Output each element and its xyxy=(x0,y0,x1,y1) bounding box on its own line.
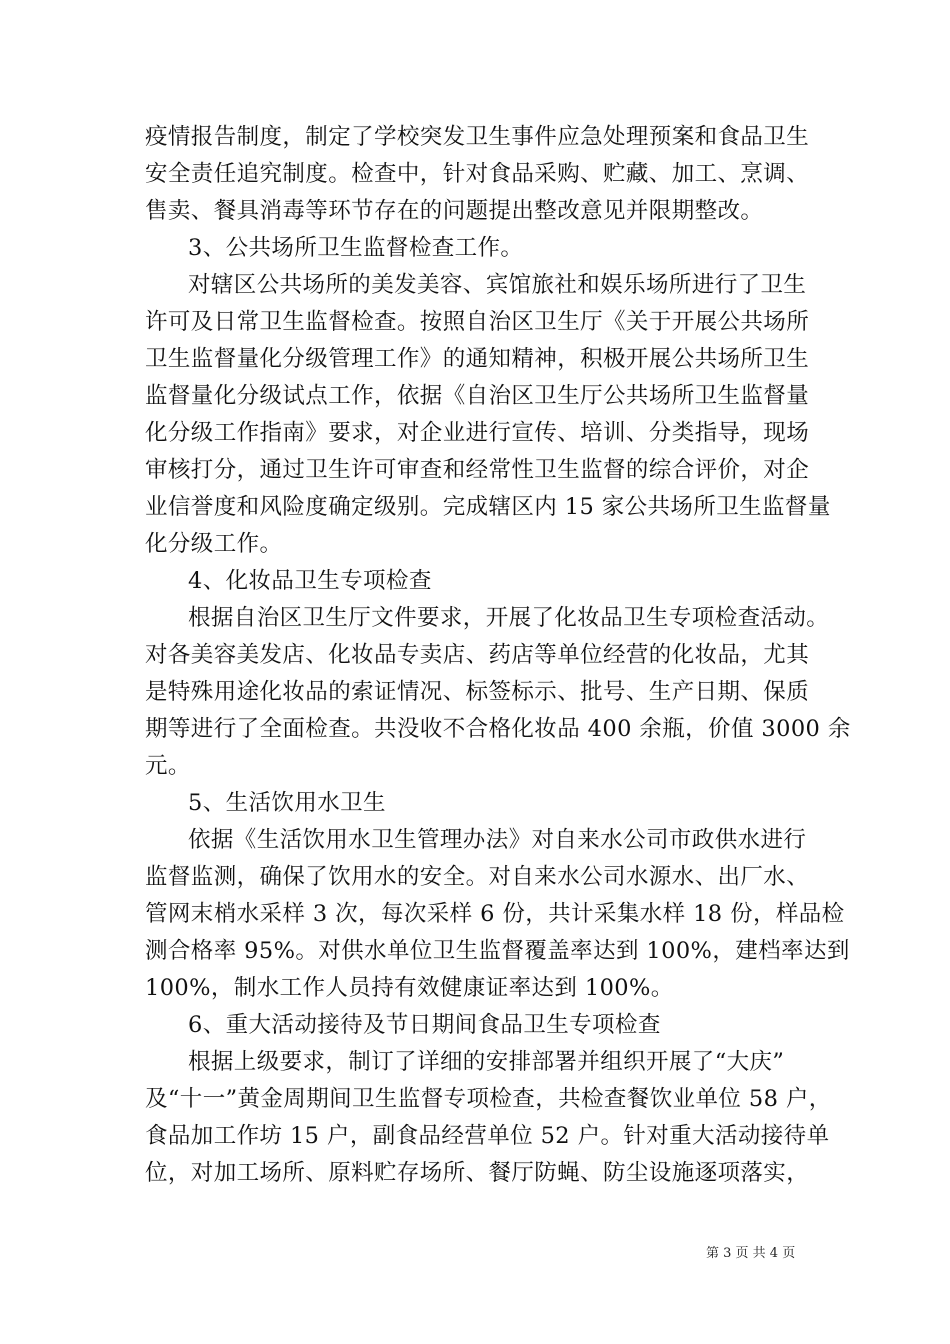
body-text-line: 是特殊用途化妆品的索证情况、标签标示、批号、生产日期、保质 xyxy=(145,679,810,705)
section-heading-6: 6、重大活动接待及节日期间食品卫生专项检查 xyxy=(188,1012,661,1038)
body-text-line: 对各美容美发店、化妆品专卖店、药店等单位经营的化妆品，尤其 xyxy=(145,642,810,668)
body-text-line: 监督量化分级试点工作，依据《自治区卫生厅公共场所卫生监督量 xyxy=(145,383,810,409)
page-number-footer: 第 3 页 共 4 页 xyxy=(706,1246,796,1261)
section-heading-3: 3、公共场所卫生监督检查工作。 xyxy=(188,235,524,261)
body-text-line: 化分级工作。 xyxy=(145,531,283,557)
body-text-line: 监督监测，确保了饮用水的安全。对自来水公司水源水、出厂水、 xyxy=(145,864,810,890)
section-heading-4: 4、化妆品卫生专项检查 xyxy=(188,568,432,594)
body-text-line: 100%，制水工作人员持有效健康证率达到 100%。 xyxy=(145,975,674,1001)
body-text-line: 许可及日常卫生监督检查。按照自治区卫生厅《关于开展公共场所 xyxy=(145,309,810,335)
body-text-line: 食品加工作坊 15 户，副食品经营单位 52 户。针对重大活动接待单 xyxy=(145,1123,830,1149)
body-text-line: 及“十一”黄金周期间卫生监督专项检查，共检查餐饮业单位 58 户， xyxy=(145,1086,832,1112)
body-text-line: 期等进行了全面检查。共没收不合格化妆品 400 余瓶，价值 3000 余 xyxy=(145,716,851,742)
body-text-line: 根据自治区卫生厅文件要求，开展了化妆品卫生专项检查活动。 xyxy=(188,605,830,631)
body-text-line: 售卖、餐具消毒等环节存在的问题提出整改意见并限期整改。 xyxy=(145,198,764,224)
body-text-line: 位，对加工场所、原料贮存场所、餐厅防蝇、防尘设施逐项落实， xyxy=(145,1160,810,1186)
body-text-line: 依据《生活饮用水卫生管理办法》对自来水公司市政供水进行 xyxy=(188,827,807,853)
body-text-line: 对辖区公共场所的美发美容、宾馆旅社和娱乐场所进行了卫生 xyxy=(188,272,807,298)
body-text-line: 管网末梢水采样 3 次，每次采样 6 份，共计采集水样 18 份，样品检 xyxy=(145,901,845,927)
section-heading-5: 5、生活饮用水卫生 xyxy=(188,790,386,816)
body-text-line: 元。 xyxy=(145,753,191,779)
body-text-line: 化分级工作指南》要求，对企业进行宣传、培训、分类指导，现场 xyxy=(145,420,810,446)
body-text-line: 卫生监督量化分级管理工作》的通知精神，积极开展公共场所卫生 xyxy=(145,346,810,372)
body-text-line: 测合格率 95%。对供水单位卫生监督覆盖率达到 100%，建档率达到 xyxy=(145,938,850,964)
body-text-line: 安全责任追究制度。检查中，针对食品采购、贮藏、加工、烹调、 xyxy=(145,161,810,187)
body-text-line: 业信誉度和风险度确定级别。完成辖区内 15 家公共场所卫生监督量 xyxy=(145,494,831,520)
body-text-line: 疫情报告制度，制定了学校突发卫生事件应急处理预案和食品卫生 xyxy=(145,124,810,150)
body-text-line: 根据上级要求，制订了详细的安排部署并组织开展了“大庆” xyxy=(188,1049,785,1075)
body-text-line: 审核打分，通过卫生许可审查和经常性卫生监督的综合评价，对企 xyxy=(145,457,810,483)
